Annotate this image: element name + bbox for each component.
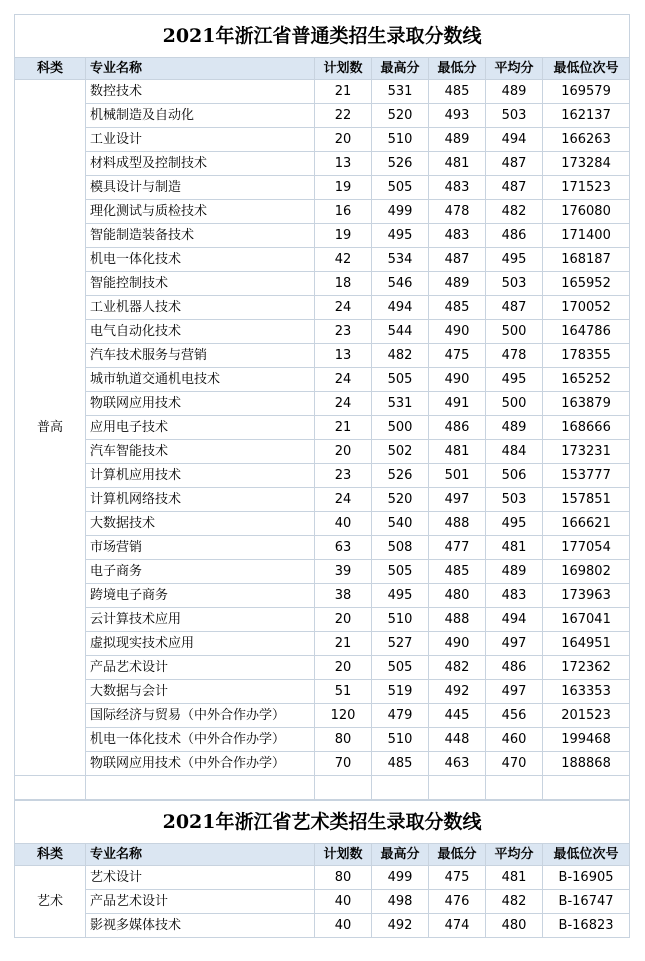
avg-score-cell: 489: [486, 560, 543, 584]
header-max: 最高分: [372, 844, 429, 866]
min-score-cell: 485: [429, 296, 486, 320]
avg-score-cell: 497: [486, 632, 543, 656]
empty-cell: [315, 776, 372, 800]
plan-cell: 24: [315, 488, 372, 512]
min-score-cell: 485: [429, 560, 486, 584]
table-row: [15, 128, 630, 152]
plan-cell: 80: [315, 866, 372, 890]
min-rank-cell: 177054: [543, 536, 630, 560]
major-cell: 汽车智能技术: [86, 440, 315, 464]
major-cell: 智能制造装备技术: [86, 224, 315, 248]
general-score-table: [14, 14, 630, 800]
general-table-title: 2021年浙江省普通类招生录取分数线: [15, 15, 630, 58]
max-score-cell: 526: [372, 152, 429, 176]
table-row: [15, 914, 630, 938]
header-category: 科类: [15, 844, 86, 866]
max-score-cell: 505: [372, 560, 429, 584]
avg-score-cell: 495: [486, 248, 543, 272]
min-rank-cell: 162137: [543, 104, 630, 128]
plan-cell: 21: [315, 416, 372, 440]
major-cell: 模具设计与制造: [86, 176, 315, 200]
min-score-cell: 486: [429, 416, 486, 440]
min-score-cell: 490: [429, 320, 486, 344]
min-score-cell: 487: [429, 248, 486, 272]
max-score-cell: 526: [372, 464, 429, 488]
plan-cell: 23: [315, 320, 372, 344]
min-rank-cell: 172362: [543, 656, 630, 680]
avg-score-cell: 487: [486, 152, 543, 176]
major-cell: 数控技术: [86, 80, 315, 104]
art-score-table: [14, 800, 630, 938]
max-score-cell: 540: [372, 512, 429, 536]
empty-cell: [429, 776, 486, 800]
major-cell: 城市轨道交通机电技术: [86, 368, 315, 392]
max-score-cell: 527: [372, 632, 429, 656]
max-score-cell: 495: [372, 224, 429, 248]
major-cell: 电气自动化技术: [86, 320, 315, 344]
plan-cell: 24: [315, 392, 372, 416]
table-row: [15, 368, 630, 392]
avg-score-cell: 478: [486, 344, 543, 368]
plan-cell: 20: [315, 128, 372, 152]
min-rank-cell: B-16823: [543, 914, 630, 938]
major-cell: 机械制造及自动化: [86, 104, 315, 128]
avg-score-cell: 460: [486, 728, 543, 752]
table-row: [15, 560, 630, 584]
max-score-cell: 546: [372, 272, 429, 296]
min-rank-cell: 163353: [543, 680, 630, 704]
max-score-cell: 494: [372, 296, 429, 320]
table-row: [15, 272, 630, 296]
table-row: [15, 152, 630, 176]
avg-score-cell: 487: [486, 176, 543, 200]
min-rank-cell: 166621: [543, 512, 630, 536]
table-row: [15, 890, 630, 914]
max-score-cell: 499: [372, 866, 429, 890]
major-cell: 电子商务: [86, 560, 315, 584]
plan-cell: 13: [315, 344, 372, 368]
min-rank-cell: 167041: [543, 608, 630, 632]
avg-score-cell: 489: [486, 416, 543, 440]
table-row: [15, 392, 630, 416]
avg-score-cell: 483: [486, 584, 543, 608]
plan-cell: 80: [315, 728, 372, 752]
header-plan: 计划数: [315, 844, 372, 866]
plan-cell: 19: [315, 224, 372, 248]
min-score-cell: 448: [429, 728, 486, 752]
plan-cell: 51: [315, 680, 372, 704]
table-row: [15, 416, 630, 440]
empty-cell: [543, 776, 630, 800]
avg-score-cell: 497: [486, 680, 543, 704]
min-rank-cell: 170052: [543, 296, 630, 320]
table-row: [15, 536, 630, 560]
table-row: [15, 344, 630, 368]
max-score-cell: 495: [372, 584, 429, 608]
major-cell: 理化测试与质检技术: [86, 200, 315, 224]
empty-cell: [486, 776, 543, 800]
table-row: [15, 866, 630, 890]
plan-cell: 18: [315, 272, 372, 296]
table-row: [15, 104, 630, 128]
major-cell: 机电一体化技术（中外合作办学）: [86, 728, 315, 752]
table-row: [15, 224, 630, 248]
table-row: [15, 80, 630, 104]
header-rank: 最低位次号: [543, 844, 630, 866]
min-score-cell: 482: [429, 656, 486, 680]
max-score-cell: 520: [372, 488, 429, 512]
major-cell: 计算机应用技术: [86, 464, 315, 488]
max-score-cell: 498: [372, 890, 429, 914]
min-rank-cell: 164786: [543, 320, 630, 344]
avg-score-cell: 484: [486, 440, 543, 464]
table-row: [15, 248, 630, 272]
major-cell: 应用电子技术: [86, 416, 315, 440]
avg-score-cell: 495: [486, 512, 543, 536]
plan-cell: 120: [315, 704, 372, 728]
min-rank-cell: 168187: [543, 248, 630, 272]
min-score-cell: 491: [429, 392, 486, 416]
max-score-cell: 499: [372, 200, 429, 224]
major-cell: 工业机器人技术: [86, 296, 315, 320]
max-score-cell: 505: [372, 656, 429, 680]
min-rank-cell: B-16905: [543, 866, 630, 890]
major-cell: 工业设计: [86, 128, 315, 152]
min-rank-cell: 168666: [543, 416, 630, 440]
plan-cell: 24: [315, 296, 372, 320]
avg-score-cell: 503: [486, 488, 543, 512]
empty-cell: [372, 776, 429, 800]
table-row: [15, 200, 630, 224]
avg-score-cell: 503: [486, 272, 543, 296]
plan-cell: 24: [315, 368, 372, 392]
art-header-row: [15, 844, 630, 866]
table-row: [15, 296, 630, 320]
header-major: 专业名称: [86, 58, 315, 80]
max-score-cell: 492: [372, 914, 429, 938]
min-score-cell: 481: [429, 152, 486, 176]
avg-score-cell: 481: [486, 536, 543, 560]
min-rank-cell: 173231: [543, 440, 630, 464]
max-score-cell: 479: [372, 704, 429, 728]
min-rank-cell: 166263: [543, 128, 630, 152]
min-rank-cell: 199468: [543, 728, 630, 752]
avg-score-cell: 500: [486, 320, 543, 344]
min-score-cell: 478: [429, 200, 486, 224]
min-score-cell: 497: [429, 488, 486, 512]
plan-cell: 40: [315, 890, 372, 914]
min-score-cell: 489: [429, 128, 486, 152]
plan-cell: 63: [315, 536, 372, 560]
min-rank-cell: 201523: [543, 704, 630, 728]
plan-cell: 13: [315, 152, 372, 176]
major-cell: 云计算技术应用: [86, 608, 315, 632]
min-score-cell: 490: [429, 632, 486, 656]
max-score-cell: 482: [372, 344, 429, 368]
max-score-cell: 531: [372, 392, 429, 416]
major-cell: 产品艺术设计: [86, 656, 315, 680]
empty-cell: [86, 776, 315, 800]
max-score-cell: 508: [372, 536, 429, 560]
min-rank-cell: 173963: [543, 584, 630, 608]
table-row: [15, 608, 630, 632]
min-score-cell: 480: [429, 584, 486, 608]
avg-score-cell: 489: [486, 80, 543, 104]
avg-score-cell: 486: [486, 224, 543, 248]
min-score-cell: 475: [429, 344, 486, 368]
min-rank-cell: 165952: [543, 272, 630, 296]
plan-cell: 42: [315, 248, 372, 272]
table-row: [15, 680, 630, 704]
major-cell: 艺术设计: [86, 866, 315, 890]
max-score-cell: 534: [372, 248, 429, 272]
avg-score-cell: 500: [486, 392, 543, 416]
major-cell: 市场营销: [86, 536, 315, 560]
category-cell: 艺术: [15, 866, 86, 938]
max-score-cell: 531: [372, 80, 429, 104]
admission-score-sheet: [14, 14, 629, 938]
plan-cell: 40: [315, 512, 372, 536]
max-score-cell: 505: [372, 176, 429, 200]
max-score-cell: 510: [372, 728, 429, 752]
min-score-cell: 481: [429, 440, 486, 464]
major-cell: 物联网应用技术: [86, 392, 315, 416]
header-avg: 平均分: [486, 844, 543, 866]
art-table-title: 2021年浙江省艺术类招生录取分数线: [15, 801, 630, 844]
table-row: [15, 632, 630, 656]
table-row: [15, 440, 630, 464]
avg-score-cell: 503: [486, 104, 543, 128]
avg-score-cell: 480: [486, 914, 543, 938]
plan-cell: 39: [315, 560, 372, 584]
table-row: [15, 176, 630, 200]
plan-cell: 20: [315, 608, 372, 632]
min-score-cell: 490: [429, 368, 486, 392]
max-score-cell: 510: [372, 608, 429, 632]
min-score-cell: 492: [429, 680, 486, 704]
min-score-cell: 483: [429, 224, 486, 248]
avg-score-cell: 482: [486, 200, 543, 224]
max-score-cell: 505: [372, 368, 429, 392]
min-score-cell: 475: [429, 866, 486, 890]
avg-score-cell: 495: [486, 368, 543, 392]
major-cell: 汽车技术服务与营销: [86, 344, 315, 368]
table-row: [15, 320, 630, 344]
header-min: 最低分: [429, 58, 486, 80]
min-rank-cell: 169802: [543, 560, 630, 584]
max-score-cell: 544: [372, 320, 429, 344]
min-score-cell: 488: [429, 608, 486, 632]
major-cell: 智能控制技术: [86, 272, 315, 296]
plan-cell: 20: [315, 440, 372, 464]
max-score-cell: 520: [372, 104, 429, 128]
min-rank-cell: 164951: [543, 632, 630, 656]
major-cell: 国际经济与贸易（中外合作办学）: [86, 704, 315, 728]
max-score-cell: 500: [372, 416, 429, 440]
major-cell: 产品艺术设计: [86, 890, 315, 914]
min-score-cell: 476: [429, 890, 486, 914]
empty-row: [15, 776, 630, 800]
avg-score-cell: 494: [486, 608, 543, 632]
min-rank-cell: 178355: [543, 344, 630, 368]
min-score-cell: 477: [429, 536, 486, 560]
min-rank-cell: 157851: [543, 488, 630, 512]
general-header-row: [15, 58, 630, 80]
plan-cell: 23: [315, 464, 372, 488]
avg-score-cell: 481: [486, 866, 543, 890]
table-row: [15, 512, 630, 536]
avg-score-cell: 470: [486, 752, 543, 776]
min-score-cell: 488: [429, 512, 486, 536]
min-rank-cell: 171400: [543, 224, 630, 248]
plan-cell: 22: [315, 104, 372, 128]
avg-score-cell: 494: [486, 128, 543, 152]
plan-cell: 70: [315, 752, 372, 776]
max-score-cell: 502: [372, 440, 429, 464]
min-score-cell: 483: [429, 176, 486, 200]
avg-score-cell: 487: [486, 296, 543, 320]
major-cell: 材料成型及控制技术: [86, 152, 315, 176]
avg-score-cell: 486: [486, 656, 543, 680]
table-row: [15, 464, 630, 488]
min-rank-cell: B-16747: [543, 890, 630, 914]
plan-cell: 21: [315, 632, 372, 656]
min-score-cell: 445: [429, 704, 486, 728]
min-rank-cell: 165252: [543, 368, 630, 392]
min-rank-cell: 188868: [543, 752, 630, 776]
major-cell: 跨境电子商务: [86, 584, 315, 608]
min-score-cell: 463: [429, 752, 486, 776]
plan-cell: 21: [315, 80, 372, 104]
major-cell: 大数据技术: [86, 512, 315, 536]
plan-cell: 19: [315, 176, 372, 200]
plan-cell: 16: [315, 200, 372, 224]
major-cell: 物联网应用技术（中外合作办学）: [86, 752, 315, 776]
min-rank-cell: 171523: [543, 176, 630, 200]
plan-cell: 40: [315, 914, 372, 938]
major-cell: 虚拟现实技术应用: [86, 632, 315, 656]
header-category: 科类: [15, 58, 86, 80]
header-major: 专业名称: [86, 844, 315, 866]
major-cell: 大数据与会计: [86, 680, 315, 704]
major-cell: 影视多媒体技术: [86, 914, 315, 938]
table-row: [15, 704, 630, 728]
min-score-cell: 493: [429, 104, 486, 128]
category-cell: 普高: [15, 80, 86, 776]
table-row: [15, 752, 630, 776]
header-plan: 计划数: [315, 58, 372, 80]
avg-score-cell: 482: [486, 890, 543, 914]
header-rank: 最低位次号: [543, 58, 630, 80]
major-cell: 机电一体化技术: [86, 248, 315, 272]
avg-score-cell: 506: [486, 464, 543, 488]
table-row: [15, 584, 630, 608]
min-score-cell: 485: [429, 80, 486, 104]
min-rank-cell: 153777: [543, 464, 630, 488]
min-rank-cell: 163879: [543, 392, 630, 416]
min-rank-cell: 173284: [543, 152, 630, 176]
table-row: [15, 488, 630, 512]
min-score-cell: 489: [429, 272, 486, 296]
empty-cell: [15, 776, 86, 800]
header-avg: 平均分: [486, 58, 543, 80]
min-score-cell: 501: [429, 464, 486, 488]
header-min: 最低分: [429, 844, 486, 866]
max-score-cell: 485: [372, 752, 429, 776]
min-rank-cell: 176080: [543, 200, 630, 224]
major-cell: 计算机网络技术: [86, 488, 315, 512]
table-row: [15, 728, 630, 752]
plan-cell: 38: [315, 584, 372, 608]
min-rank-cell: 169579: [543, 80, 630, 104]
header-max: 最高分: [372, 58, 429, 80]
max-score-cell: 510: [372, 128, 429, 152]
min-score-cell: 474: [429, 914, 486, 938]
avg-score-cell: 456: [486, 704, 543, 728]
max-score-cell: 519: [372, 680, 429, 704]
plan-cell: 20: [315, 656, 372, 680]
table-row: [15, 656, 630, 680]
